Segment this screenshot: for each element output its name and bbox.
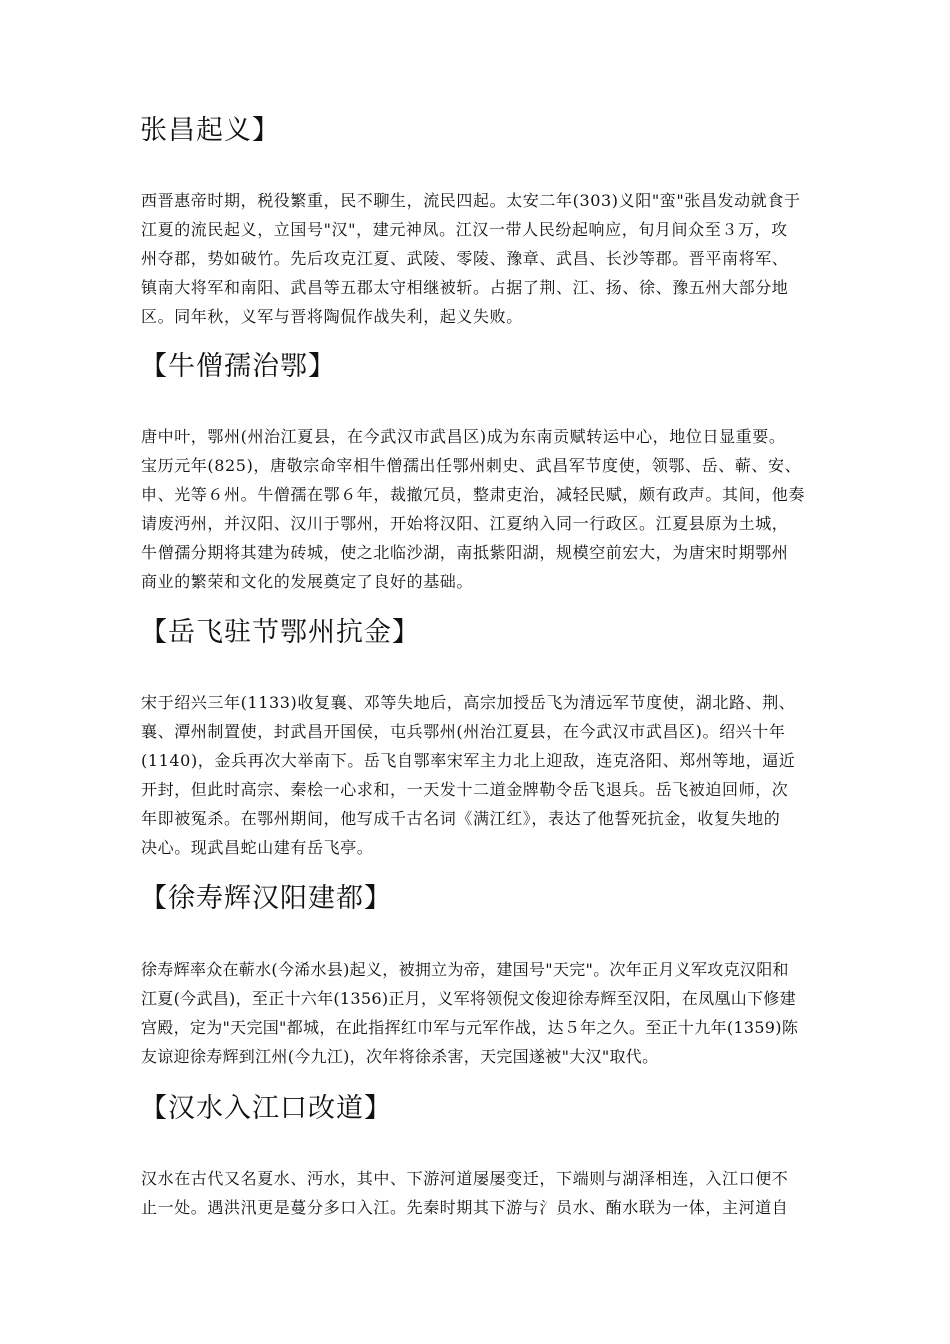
paragraph-line: 申、光等６州。牛僧孺在鄂６年，裁撤冗员，整肃吏治，减轻民赋，颇有政声。其间，他奏: [141, 485, 806, 504]
paragraph-line: 决心。现武昌蛇山建有岳飞亭。: [141, 838, 374, 857]
section-heading-hanshui: 【汉水入江口改道】: [140, 1093, 392, 1124]
paragraph-line: 宝历元年(825)，唐敬宗命宰相牛僧孺出任鄂州刺史、武昌军节度使，领鄂、岳、蕲、安、: [141, 456, 802, 475]
paragraph-line: 宋于绍兴三年(1133)收复襄、邓等失地后，高宗加授岳飞为清远军节度使，湖北路、荆、: [141, 693, 796, 712]
paragraph-line: 商业的繁荣和文化的发展奠定了良好的基础。: [141, 572, 474, 591]
paragraph-line: 唐中叶，鄂州(州治江夏县，在今武汉市武昌区)成为东南贡赋转运中心，地位日显重要。: [141, 427, 786, 446]
paragraph-line: 襄、潭州制置使，封武昌开国侯，屯兵鄂州(州治江夏县，在今武汉市武昌区)。绍兴十年: [141, 722, 786, 741]
section-body-xushouhui: [141, 955, 821, 1071]
paragraph-line: 宫殿，定为"天完国"都城，在此指挥红巾军与元军作战，达５年之久。至正十九年(1359)陈: [141, 1018, 799, 1037]
paragraph-line: 年即被冤杀。在鄂州期间，他写成千古名词《满江红》，表达了他誓死抗金，收复失地的: [141, 809, 781, 828]
section-heading-niusengru: 【牛僧孺治鄂】: [140, 351, 336, 382]
paragraph-line: 区。同年秋，义军与晋将陶侃作战失利，起义失败。: [141, 307, 523, 326]
section-heading-xushouhui: 【徐寿辉汉阳建都】: [140, 883, 392, 914]
paragraph-line: 镇南大将军和南阳、武昌等五郡太守相继被斩。占据了荆、江、扬、徐、豫五州大部分地: [141, 278, 789, 297]
paragraph-line: 牛僧孺分期将其建为砖城，使之北临沙湖，南抵紫阳湖，规模空前宏大，为唐宋时期鄂州: [141, 543, 789, 562]
paragraph-line: 徐寿辉率众在蕲水(今浠水县)起义，被拥立为帝，建国号"天完"。次年正月义军攻克汉阳和: [141, 960, 789, 979]
section-body-zhangchang: [141, 186, 821, 331]
paragraph-line: 西晋惠帝时期，税役繁重，民不聊生，流民四起。太安二年(303)义阳"蛮"张昌发动就食于: [141, 191, 801, 210]
section-heading-zhangchang: 张昌起义】: [140, 115, 280, 146]
paragraph-line: (1140)，金兵再次大举南下。岳飞自鄂率宋军主力北上迎敌，连克洛阳、郑州等地，逼近: [141, 751, 796, 770]
section-heading-yuefei: 【岳飞驻节鄂州抗金】: [140, 617, 420, 648]
section-body-hanshui: [141, 1164, 821, 1222]
paragraph-line: 汉水在古代又名夏水、沔水，其中、下游河道屡屡变迁，下端则与湖泽相连，入江口便不: [141, 1169, 789, 1188]
section-body-yuefei: [141, 688, 821, 862]
paragraph-line: 州夺郡，势如破竹。先后攻克江夏、武陵、零陵、豫章、武昌、长沙等郡。晋平南将军、: [141, 249, 789, 268]
paragraph-line: 开封，但此时高宗、秦桧一心求和，一天发十二道金牌勒令岳飞退兵。岳飞被迫回师，次: [141, 780, 789, 799]
paragraph-line: 友谅迎徐寿辉到江州(今九江)，次年将徐杀害，天完国遂被"大汉"取代。: [141, 1047, 659, 1066]
paragraph-line: 请废沔州，并汉阳、汉川于鄂州，开始将汉阳、江夏纳入同一行政区。江夏县原为土城，: [141, 514, 789, 533]
paragraph-line: 江夏的流民起义，立国号"汉"，建元神凤。江汉一带人民纷起响应，旬月间众至３万，攻: [141, 220, 788, 239]
paragraph-line: 止一处。遇洪汛更是蔓分多口入江。先秦时期其下游与氵员水、酭水联为一体，主河道自: [141, 1198, 789, 1217]
paragraph-line: 江夏(今武昌)，至正十六年(1356)正月，义军将领倪文俊迎徐寿辉至汉阳，在凤凰山下修建: [141, 989, 796, 1008]
section-body-niusengru: [141, 422, 821, 596]
